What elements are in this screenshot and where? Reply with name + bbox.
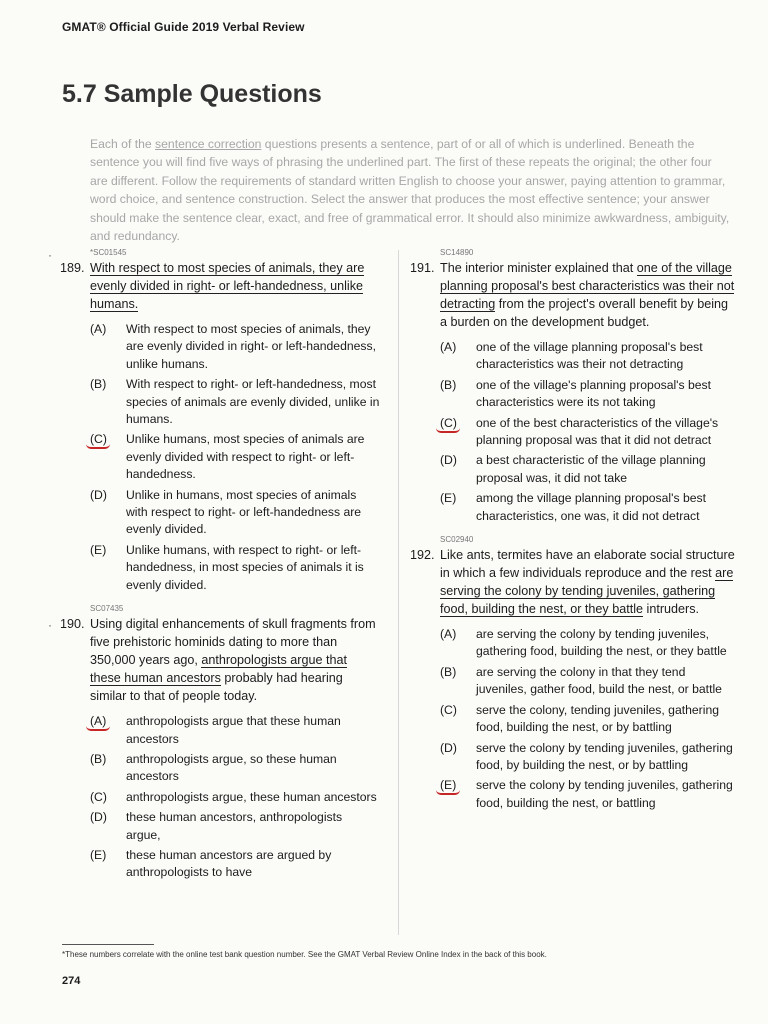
choice-c[interactable]: [440, 702, 735, 737]
margin-dot: ·: [48, 618, 52, 633]
stem-underlined: anthropologists argue that these human ancestors: [90, 653, 347, 686]
stem-underlined: are serving the colony by tending juveniles, gathering food, building the nest, or they battle: [440, 566, 734, 617]
choice-text: Unlike humans, with respect to right- or left-handedness, in most species of animals it is evenly divided.: [126, 542, 364, 592]
choice-text: serve the colony by tending juveniles, gathering food, building the nest, or battling: [476, 778, 733, 810]
page-number: 274: [62, 975, 81, 987]
pen-mark-icon: [86, 444, 110, 449]
footnote-rule: [62, 944, 154, 945]
choice-letter: (B): [440, 377, 457, 392]
letter-text: (A): [90, 714, 107, 729]
pen-mark-icon: [86, 726, 110, 731]
question-192: [410, 535, 735, 812]
instructions-paragraph: [90, 135, 730, 245]
choice-text: With respect to most species of animals, they are evenly divided in right- or left-handedness, unlike humans.: [126, 322, 376, 371]
question-stem: [410, 259, 735, 331]
pen-mark-icon: [436, 428, 460, 433]
choice-d[interactable]: [90, 809, 380, 844]
section-title: 5.7 Sample Questions: [62, 80, 322, 108]
intro-after: questions presents a sentence, part of or all of which is underlined. Beneath the sentence you will find five ways of phrasing the underlined part. The first of these repeats the original; the other four are different. Follow the requirements of standard written English to choose your answer, paying attention to grammar, word choice, and sentence construction. Select the answer that produces the most effective sentence; your answer should make the sentence clear, exact, and free of grammatical error. It should also minimize awkwardness, ambiguity, and redundancy.: [90, 137, 730, 244]
letter-text: (C): [90, 432, 107, 447]
question-id: *SC01545: [90, 248, 127, 257]
margin-dot: ·: [48, 248, 52, 262]
choice-text: serve the colony by tending juveniles, gathering food, by building the nest, or by battling: [476, 740, 733, 772]
answer-choices: [440, 339, 735, 525]
question-id: SC14890: [440, 248, 474, 257]
left-column: [48, 248, 380, 888]
choice-text: these human ancestors are argued by anthropologists to have: [126, 847, 332, 880]
question-id: SC02940: [440, 535, 474, 545]
choice-c[interactable]: [90, 431, 380, 483]
choice-text: one of the best characteristics of the village's planning proposal was that it did not detract: [476, 415, 719, 448]
stem-underlined: With respect to most species of animals, they are evenly divided in right- or left-handedness, unlike humans.: [90, 261, 365, 311]
choice-letter: (E): [90, 847, 107, 862]
choice-letter-marked: [90, 431, 126, 483]
choice-letter: (B): [90, 377, 107, 392]
choice-letter: (C): [440, 702, 457, 717]
choice-letter-marked: [440, 415, 476, 450]
intro-before: Each of the: [90, 137, 156, 151]
right-column: [410, 248, 735, 818]
choice-letter: (D): [90, 487, 107, 502]
choice-text: serve the colony, tending juveniles, gathering food, building the nest, or by battling: [476, 702, 719, 735]
stem-pre: The interior minister explained that: [440, 261, 637, 275]
choice-text: are serving the colony by tending juveniles, gathering food, building the nest, or they battle: [476, 627, 727, 659]
sentence-correction-term: sentence correction: [155, 137, 262, 151]
running-header: GMAT® Official Guide 2019 Verbal Review: [62, 20, 305, 34]
question-189: [48, 248, 380, 594]
letter-text: (C): [440, 415, 457, 430]
choice-b[interactable]: [440, 664, 735, 699]
choice-b[interactable]: [440, 377, 735, 412]
stem-post: intruders.: [643, 602, 700, 617]
choice-letter: (B): [440, 664, 457, 679]
choice-d[interactable]: [440, 452, 735, 487]
stem-post: from the project's overall benefit by being a burden on the development budget.: [440, 297, 729, 329]
choice-text: these human ancestors, anthropologists argue,: [126, 810, 343, 842]
choice-letter: (D): [440, 740, 457, 755]
choice-e[interactable]: [90, 847, 380, 882]
choice-d[interactable]: [440, 740, 735, 775]
question-stem: [60, 259, 380, 313]
choice-c[interactable]: [90, 789, 380, 806]
choice-a[interactable]: [90, 713, 380, 748]
choice-c[interactable]: [440, 415, 735, 450]
choice-a[interactable]: [440, 626, 735, 661]
choice-text: are serving the colony in that they tend juveniles, gather food, build the nest, or battle: [476, 664, 722, 697]
question-191: [410, 248, 735, 525]
question-number: 191.: [410, 261, 435, 275]
choice-text: among the village planning proposal's best characteristics, one was, it did not detract: [476, 491, 706, 523]
choice-letter: (E): [90, 542, 107, 557]
stem-text: [90, 259, 380, 313]
choice-letter-marked: [440, 777, 476, 812]
question-190: [48, 604, 380, 882]
choice-b[interactable]: [90, 376, 380, 428]
choice-letter-marked: [90, 713, 126, 748]
stem-text: [440, 259, 735, 331]
choice-letter: (D): [90, 810, 107, 825]
stem-post: probably had hearing similar to that of people today.: [90, 671, 343, 704]
question-number: 190.: [60, 617, 85, 632]
choice-letter: (A): [440, 340, 457, 354]
question-number: 192.: [410, 548, 435, 563]
choice-text: With respect to right- or left-handedness, most species of animals are evenly divided, unlike in humans.: [126, 377, 380, 427]
column-divider: [398, 250, 399, 935]
footnote: *These numbers correlate with the online test bank question number. See the GMAT Verbal Review Online Index in the back of this book.: [62, 950, 547, 959]
choice-letter: (A): [440, 627, 457, 642]
choice-b[interactable]: [90, 751, 380, 786]
choice-letter: (E): [440, 491, 457, 506]
choice-text: one of the village planning proposal's best characteristics was their not detracting: [476, 340, 703, 372]
choice-text: one of the village's planning proposal's best characteristics were its not taking: [476, 377, 712, 410]
answer-choices: [440, 626, 735, 812]
question-number: 189.: [60, 261, 85, 275]
choice-text: anthropologists argue, these human ancestors: [126, 789, 377, 804]
stem-pre: Like ants, termites have an elaborate social structure in which a few individuals reproduce and the rest: [440, 548, 735, 581]
choice-e[interactable]: [90, 542, 380, 594]
stem-text: [90, 615, 380, 705]
choice-e[interactable]: [440, 490, 735, 525]
question-stem: [410, 546, 735, 618]
answer-choices: [90, 713, 380, 882]
choice-letter: (C): [90, 789, 107, 804]
question-id: SC07435: [90, 604, 124, 614]
choice-text: a best characteristic of the village planning proposal was, it did not take: [476, 453, 706, 485]
choice-text: anthropologists argue that these human ancestors: [126, 714, 341, 746]
choice-a[interactable]: [440, 339, 735, 374]
choice-text: Unlike in humans, most species of animals with respect to right- or left-handedness are evenly divided.: [126, 487, 362, 537]
choice-text: Unlike humans, most species of animals are evenly divided with respect to right- or left-handedness.: [126, 432, 365, 482]
stem-text: [440, 546, 735, 618]
pen-mark-icon: [436, 790, 460, 795]
choice-a[interactable]: [90, 321, 380, 373]
stem-pre: Using digital enhancements of skull fragments from five prehistoric hominids dating to more than 350,000 years ago,: [90, 617, 376, 668]
answer-choices: [90, 321, 380, 594]
choice-letter: (B): [90, 751, 107, 766]
choice-text: anthropologists argue, so these human ancestors: [126, 751, 337, 784]
choice-e[interactable]: [440, 777, 735, 812]
stem-underlined: one of the village planning proposal's best characteristics was their not detracting: [440, 261, 735, 311]
choice-letter: (D): [440, 453, 457, 468]
choice-letter: (A): [90, 322, 107, 336]
choice-d[interactable]: [90, 487, 380, 539]
letter-text: (E): [440, 778, 457, 793]
question-stem: [60, 615, 380, 705]
